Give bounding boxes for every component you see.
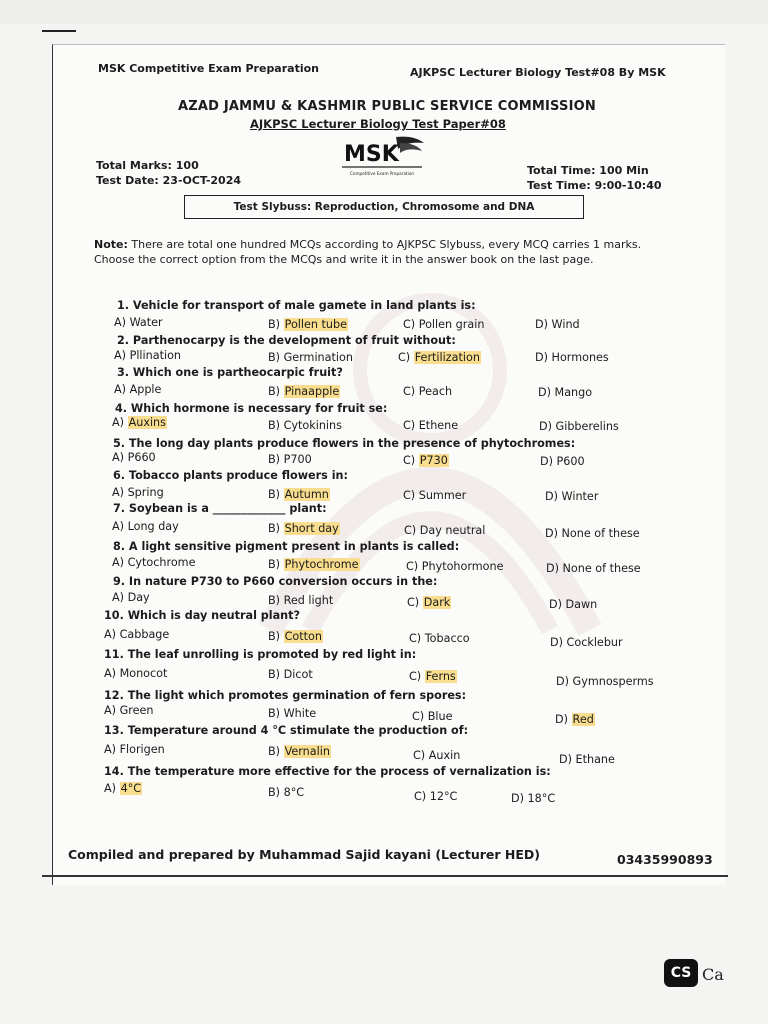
- option-d: D) Wind: [535, 318, 580, 331]
- highlighted-answer: Vernalin: [284, 745, 330, 758]
- question-text: 2. Parthenocarpy is the development of fruit without:: [117, 334, 456, 347]
- option-d: D) None of these: [546, 562, 641, 575]
- camscanner-badge-text: CS: [670, 965, 692, 981]
- option-a: A) P660: [112, 451, 156, 464]
- option-a: A) Pllination: [114, 349, 182, 362]
- question-text: 12. The light which promotes germination of fern spores:: [104, 689, 467, 702]
- option-b: B) Phytochrome: [268, 558, 359, 571]
- question-text: 5. The long day plants produce flowers in the presence of phytochromes:: [113, 437, 576, 450]
- highlighted-answer: Auxins: [128, 416, 166, 429]
- option-a: A) Spring: [112, 486, 164, 499]
- option-c: C) Auxin: [413, 749, 461, 762]
- highlighted-answer: Autumn: [284, 488, 329, 501]
- header-left: MSK Competitive Exam Preparation: [98, 62, 319, 75]
- option-d: D) Gibberelins: [539, 420, 619, 433]
- question-text: 3. Which one is partheocarpic fruit?: [117, 366, 343, 379]
- highlighted-answer: Pollen tube: [284, 318, 348, 331]
- question-text: 9. In nature P730 to P660 conversion occurs in the:: [113, 575, 438, 588]
- highlighted-answer: Dark: [423, 596, 451, 609]
- test-date: Test Date: 23-OCT-2024: [96, 174, 242, 187]
- option-a: A) Auxins: [112, 416, 166, 429]
- total-time: Total Time: 100 Min: [527, 164, 649, 177]
- option-d: D) Hormones: [535, 351, 609, 364]
- option-b: B) Short day: [268, 522, 339, 535]
- question-text: 11. The leaf unrolling is promoted by red light in:: [104, 648, 417, 661]
- option-c: C) Peach: [403, 385, 453, 398]
- option-d: D) Ethane: [559, 753, 615, 766]
- option-c: C) 12°C: [414, 790, 458, 803]
- note-label: Note:: [94, 238, 128, 251]
- option-a: A) Day: [112, 591, 150, 604]
- option-d: D) None of these: [545, 527, 640, 540]
- option-d: D) Red: [555, 713, 594, 726]
- option-a: A) Water: [114, 316, 163, 329]
- question-text: 6. Tobacco plants produce flowers in:: [113, 469, 348, 482]
- highlighted-answer: Phytochrome: [284, 558, 359, 571]
- option-b: B) Vernalin: [268, 745, 330, 758]
- option-c: C) Pollen grain: [403, 318, 485, 331]
- note-text: There are total one hundred MCQs according to AJKPSC Slybuss, every MCQ carries 1 marks. Choose the correct option from the MCQs and write it in the answer book on the last page.: [94, 238, 642, 266]
- question-text: 1. Vehicle for transport of male gamete in land plants is:: [117, 299, 476, 312]
- highlighted-answer: Ferns: [425, 670, 456, 683]
- option-c: C) Summer: [403, 489, 467, 502]
- option-c: C) Ethene: [403, 419, 459, 432]
- option-c: C) Dark: [407, 596, 451, 609]
- option-c: C) Ferns: [409, 670, 456, 683]
- option-d: D) 18°C: [511, 792, 556, 805]
- header-right: AJKPSC Lecturer Biology Test#08 By MSK: [410, 66, 666, 79]
- option-c: C) Tobacco: [409, 632, 470, 645]
- highlighted-answer: Cotton: [284, 630, 322, 643]
- option-b: B) P700: [268, 453, 312, 466]
- option-a: A) Cytochrome: [112, 556, 196, 569]
- option-d: D) Dawn: [549, 598, 598, 611]
- option-a: A) Long day: [112, 520, 179, 533]
- highlighted-answer: Red: [572, 713, 594, 726]
- option-d: D) Gymnosperms: [556, 675, 654, 688]
- option-d: D) Winter: [545, 490, 599, 503]
- footer-rule: [42, 875, 728, 877]
- option-b: B) Autumn: [268, 488, 329, 501]
- option-b: B) Cytokinins: [268, 419, 342, 432]
- option-d: D) Mango: [538, 386, 593, 399]
- test-time: Test Time: 9:00-10:40: [527, 179, 662, 192]
- logo-text: MSK: [344, 142, 399, 167]
- question-text: 13. Temperature around 4 °C stimulate the production of:: [104, 724, 469, 737]
- option-a: A) Cabbage: [104, 628, 170, 641]
- option-a: A) Apple: [114, 383, 162, 396]
- highlighted-answer: Fertilization: [414, 351, 480, 364]
- option-b: B) Dicot: [268, 668, 313, 681]
- question-text: 8. A light sensitive pigment present in plants is called:: [113, 540, 460, 553]
- question-text: 4. Which hormone is necessary for fruit se:: [115, 402, 388, 415]
- option-b: B) White: [268, 707, 317, 720]
- highlighted-answer: 4°C: [120, 782, 142, 795]
- footer-phone: 03435990893: [617, 852, 713, 867]
- option-b: B) Cotton: [268, 630, 322, 643]
- syllabus-text: Test Slybuss: Reproduction, Chromosome and DNA: [233, 201, 535, 213]
- option-a: A) Green: [104, 704, 154, 717]
- camscanner-label: Ca: [702, 965, 724, 984]
- option-b: B) Pollen tube: [268, 318, 348, 331]
- question-text: 7. Soybean is a _____________ plant:: [113, 502, 327, 515]
- camscanner-icon: [664, 959, 698, 987]
- option-c: C) Phytohormone: [406, 560, 504, 573]
- option-b: B) Red light: [268, 594, 334, 607]
- paper-subtitle: AJKPSC Lecturer Biology Test Paper#08: [250, 117, 506, 131]
- option-c: C) Day neutral: [404, 524, 486, 537]
- logo-tagline: Competitive Exam Preparation: [349, 171, 415, 176]
- footer-credit: Compiled and prepared by Muhammad Sajid kayani (Lecturer HED): [68, 847, 541, 862]
- option-a: A) Monocot: [104, 667, 168, 680]
- question-text: 10. Which is day neutral plant?: [104, 609, 300, 622]
- option-c: C) Fertilization: [398, 351, 480, 364]
- option-b: B) 8°C: [268, 786, 305, 799]
- commission-title: AZAD JAMMU & KASHMIR PUBLIC SERVICE COMMISSION: [178, 99, 596, 114]
- highlighted-answer: P730: [419, 454, 448, 467]
- option-c: C) P730: [403, 454, 448, 467]
- option-d: D) P600: [540, 455, 585, 468]
- option-a: A) 4°C: [104, 782, 142, 795]
- option-a: A) Florigen: [104, 743, 165, 756]
- question-text: 14. The temperature more effective for the process of vernalization is:: [104, 765, 551, 778]
- option-d: D) Cocklebur: [550, 636, 623, 649]
- option-b: B) Germination: [268, 351, 353, 364]
- option-c: C) Blue: [412, 710, 453, 723]
- highlighted-answer: Pinaapple: [284, 385, 340, 398]
- total-marks: Total Marks: 100: [96, 159, 199, 172]
- highlighted-answer: Short day: [284, 522, 339, 535]
- option-b: B) Pinaapple: [268, 385, 340, 398]
